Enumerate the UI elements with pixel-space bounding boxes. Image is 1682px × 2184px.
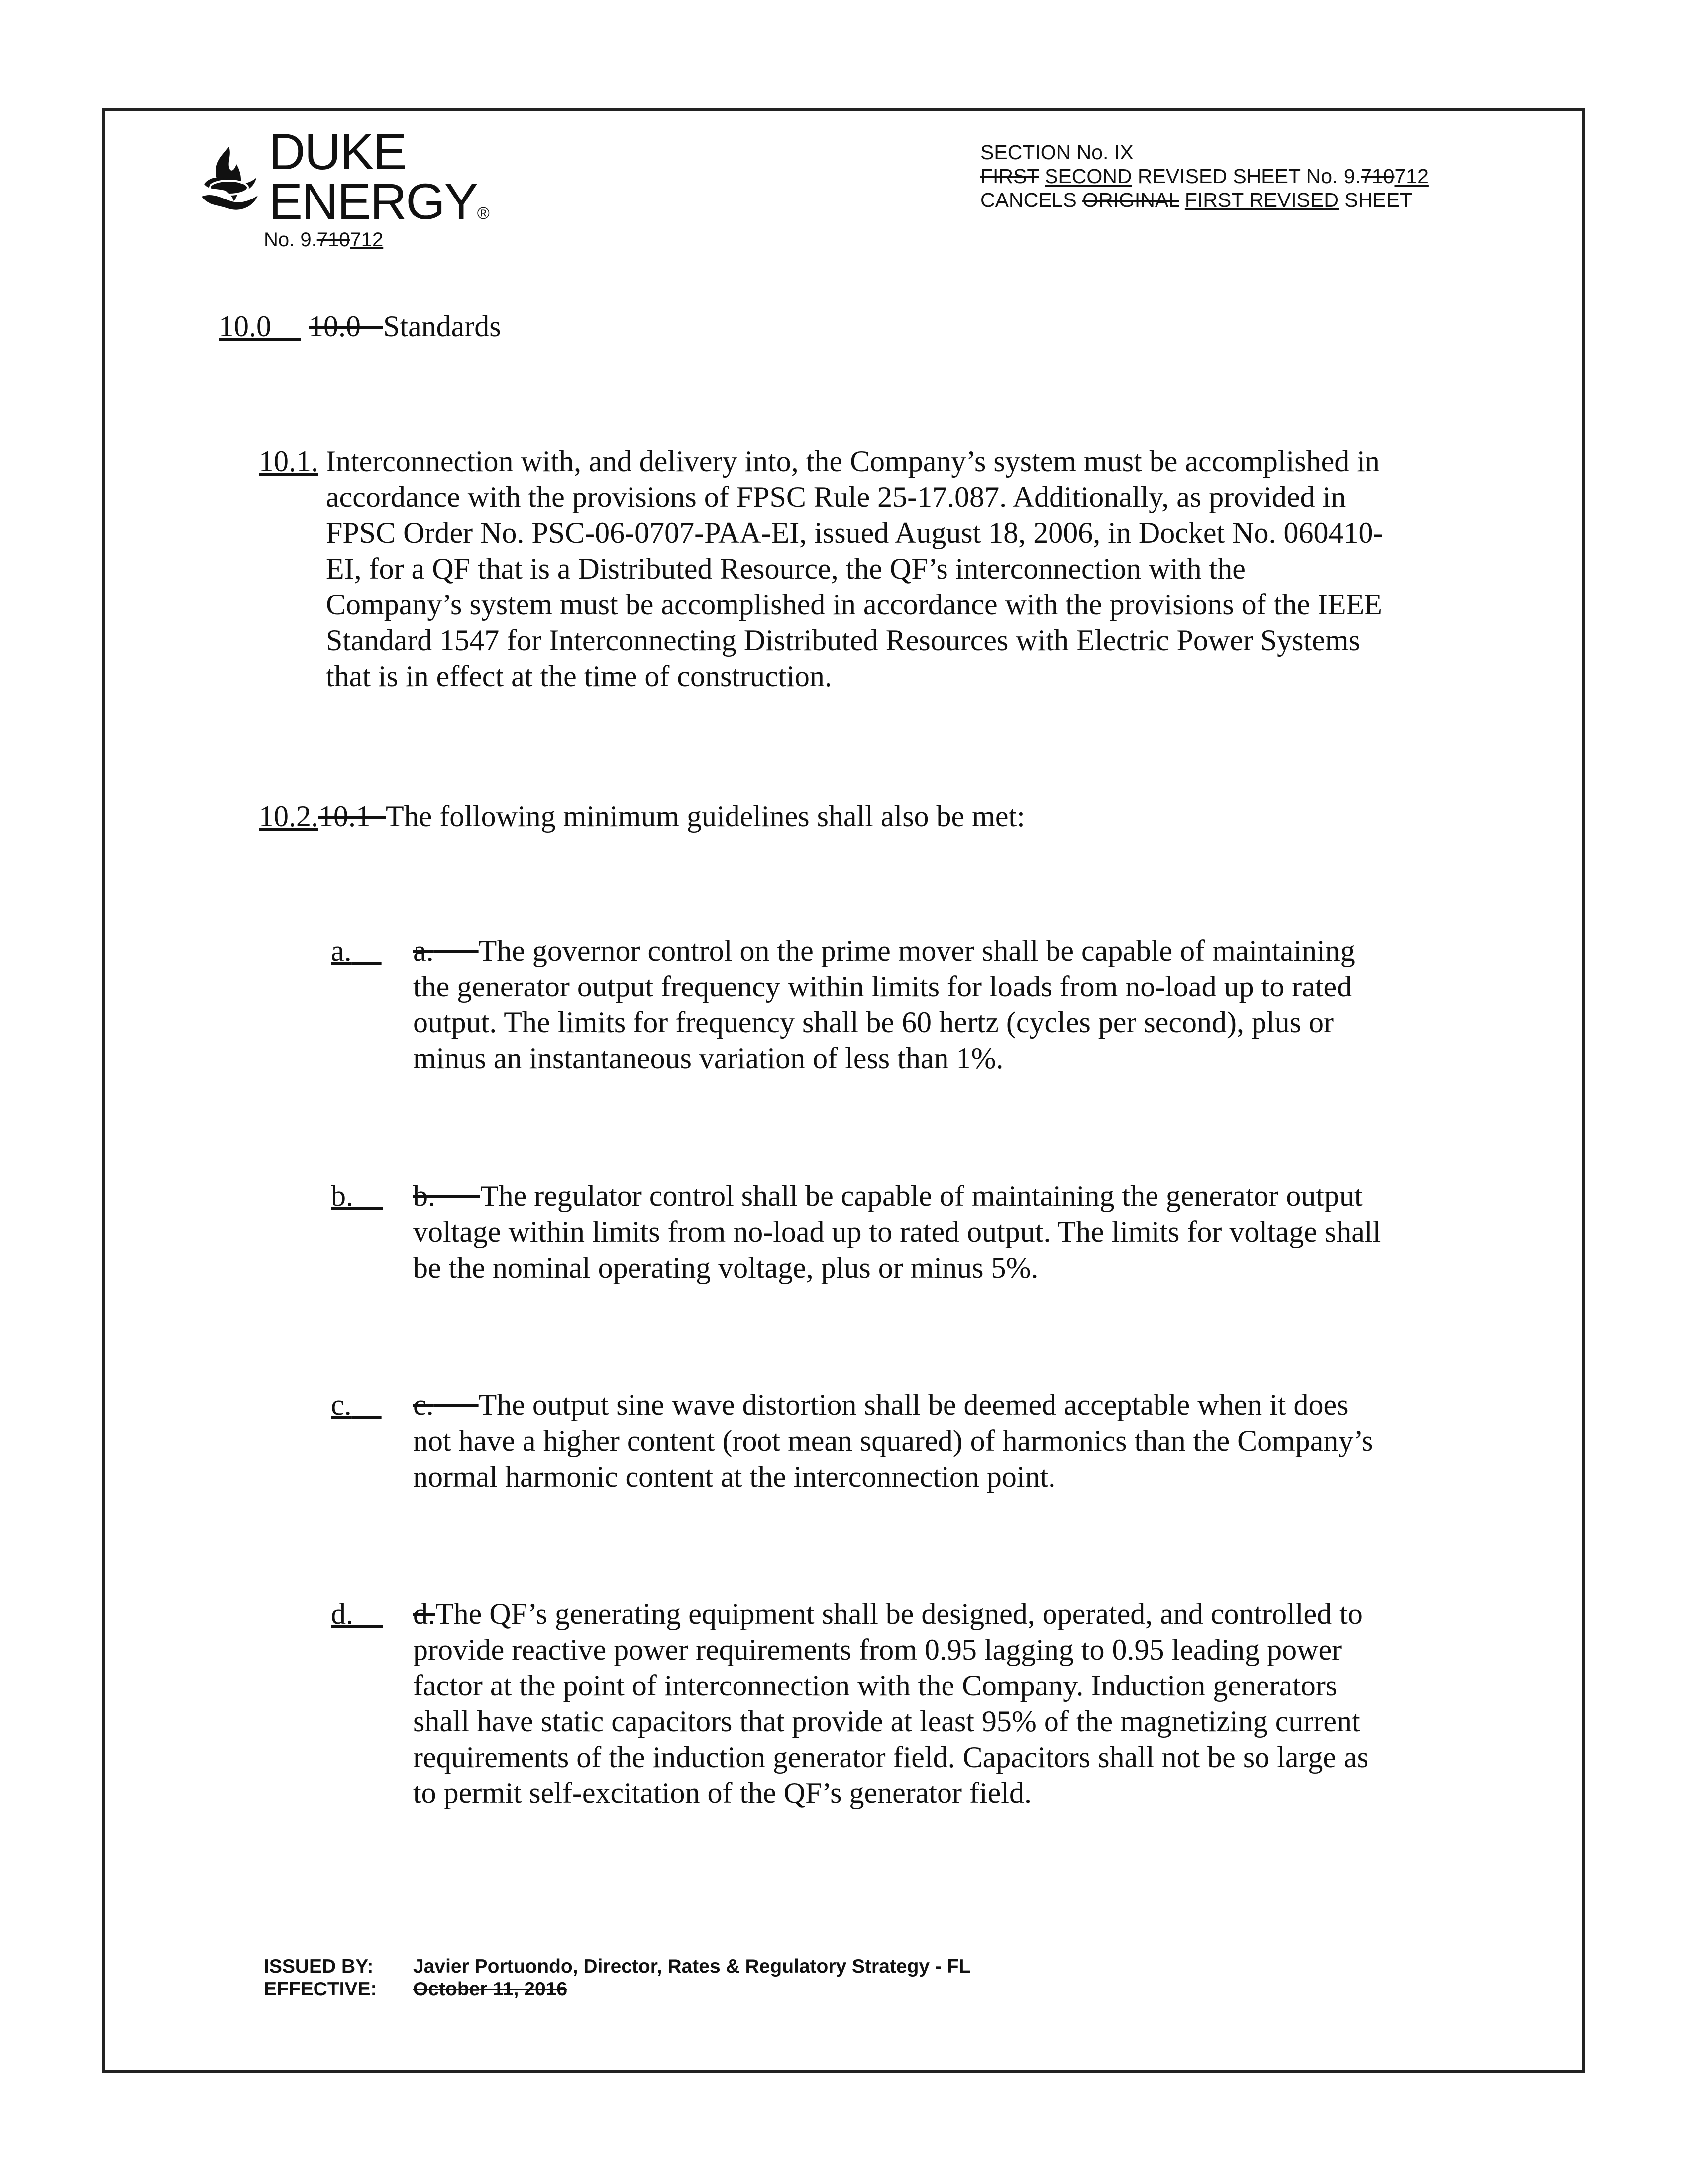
header-cancels-old: ORIGINAL bbox=[1082, 189, 1179, 211]
sheet-header bbox=[980, 140, 1429, 212]
footer-issued-label: ISSUED BY: bbox=[264, 1956, 374, 1977]
logo-sheet-prefix: No. 9. bbox=[264, 229, 317, 251]
section-heading bbox=[219, 308, 501, 344]
item-a-label: a. bbox=[331, 934, 352, 967]
item-b-line-first: b. The regulator control shall be capable of maintaining the generator output bbox=[413, 1180, 1363, 1212]
item-a-line: the generator output frequency within limits for loads from no-load up to rated bbox=[413, 970, 1352, 1003]
item-b-line: be the nominal operating voltage, plus or minus 5%. bbox=[413, 1251, 1039, 1284]
header-section: SECTION No. IX bbox=[980, 141, 1134, 164]
item-b-label-old: b. bbox=[413, 1180, 435, 1212]
footer-effective bbox=[264, 1978, 970, 2001]
logo-sheet-old: 710 bbox=[316, 229, 350, 251]
item-b-label: b. bbox=[331, 1180, 353, 1212]
item-d-line: shall have static capacitors that provide at least 95% of the magnetizing current bbox=[413, 1705, 1360, 1738]
duke-energy-flame-icon bbox=[194, 142, 264, 216]
item-c-line: normal harmonic content at the interconnection point. bbox=[413, 1460, 1056, 1493]
footer-effective-label: EFFECTIVE: bbox=[264, 1979, 377, 2000]
p101-line: Company’s system must be accomplished in accordance with the provisions of the IEEE bbox=[326, 588, 1382, 621]
item-d-label-old: d. bbox=[413, 1597, 435, 1630]
p102-text: The following minimum guidelines shall also be met: bbox=[386, 800, 1025, 833]
logo-line-duke: DUKE bbox=[269, 123, 406, 180]
logo-sheet-number bbox=[264, 229, 383, 251]
header-revision-new: SECOND bbox=[1045, 165, 1132, 188]
p101-line: Standard 1547 for Interconnecting Distributed Resources with Electric Power Systems bbox=[326, 624, 1360, 657]
header-revised-line bbox=[980, 164, 1429, 188]
logo-energy-text: ENERGY bbox=[269, 173, 477, 230]
p102-number-old: 10.1 bbox=[318, 800, 371, 833]
header-cancels-line bbox=[980, 188, 1429, 212]
p101-line: EI, for a QF that is a Distributed Resource, the QF’s interconnection with the bbox=[326, 552, 1246, 585]
item-d-line: factor at the point of interconnection with the Company. Induction generators bbox=[413, 1669, 1338, 1702]
p101-text bbox=[326, 443, 1383, 694]
item-c-line: not have a higher content (root mean squared) of harmonics than the Company’s bbox=[413, 1424, 1373, 1457]
item-d-text bbox=[413, 1596, 1368, 1811]
p101-line: Interconnection with, and delivery into, the Company’s system must be accomplished in bbox=[326, 445, 1380, 478]
item-c-label: c. bbox=[331, 1389, 352, 1421]
p101-line: that is in effect at the time of construction. bbox=[326, 660, 832, 693]
logo-sheet-new: 712 bbox=[350, 229, 384, 251]
p102-paragraph bbox=[259, 798, 1025, 834]
header-sheet-old: 710 bbox=[1361, 165, 1395, 188]
header-revised-text: REVISED SHEET No. 9. bbox=[1137, 165, 1361, 188]
logo-registered-mark: ® bbox=[477, 204, 489, 223]
item-d-line: requirements of the induction generator field. Capacitors shall not be so large as bbox=[413, 1741, 1368, 1774]
footer bbox=[264, 1955, 970, 2001]
header-sheet-new: 712 bbox=[1394, 165, 1429, 188]
item-d-line-first: d.The QF’s generating equipment shall be designed, operated, and controlled to bbox=[413, 1597, 1363, 1630]
item-c-text bbox=[413, 1387, 1373, 1494]
p101-line: FPSC Order No. PSC-06-0707-PAA-EI, issued August 18, 2006, in Docket No. 060410- bbox=[326, 516, 1383, 549]
item-a-text bbox=[413, 933, 1355, 1076]
p101-line: accordance with the provisions of FPSC Rule 25-17.087. Additionally, as provided in bbox=[326, 481, 1346, 513]
p101-number: 10.1. bbox=[259, 445, 318, 478]
footer-effective-old: October 11, 2016 bbox=[413, 1979, 568, 2000]
heading-number-old: 10.0 bbox=[309, 310, 361, 343]
heading-title: Standards bbox=[383, 310, 501, 343]
item-d-line: to permit self-excitation of the QF’s generator field. bbox=[413, 1777, 1032, 1809]
item-c-line-first: c. The output sine wave distortion shall be deemed acceptable when it does bbox=[413, 1389, 1349, 1421]
p102-number-new: 10.2. bbox=[259, 800, 318, 833]
item-a-label-old: a. bbox=[413, 934, 434, 967]
footer-issued-value: Javier Portuondo, Director, Rates & Regulatory Strategy - FL bbox=[413, 1956, 971, 1977]
item-d-label: d. bbox=[331, 1597, 353, 1630]
header-cancels-sheet: SHEET bbox=[1344, 189, 1413, 211]
item-c-label-old: c. bbox=[413, 1389, 434, 1421]
item-b-text bbox=[413, 1178, 1381, 1286]
item-a-line: output. The limits for frequency shall be 60 hertz (cycles per second), plus or bbox=[413, 1006, 1334, 1039]
header-cancels-text: CANCELS bbox=[980, 189, 1083, 211]
item-a-line: minus an instantaneous variation of less than 1%. bbox=[413, 1042, 1004, 1075]
logo-wordmark bbox=[269, 123, 489, 238]
footer-issued bbox=[264, 1955, 970, 1978]
item-a-line-first: a. The governor control on the prime mover shall be capable of maintaining bbox=[413, 934, 1355, 967]
header-cancels-new: FIRST REVISED bbox=[1184, 189, 1339, 211]
header-revision-old: FIRST bbox=[980, 165, 1039, 188]
heading-number-new: 10.0 bbox=[219, 310, 271, 343]
item-d-line: provide reactive power requirements from 0.95 lagging to 0.95 leading power bbox=[413, 1633, 1342, 1666]
item-b-line: voltage within limits from no-load up to rated output. The limits for voltage shall bbox=[413, 1215, 1381, 1248]
